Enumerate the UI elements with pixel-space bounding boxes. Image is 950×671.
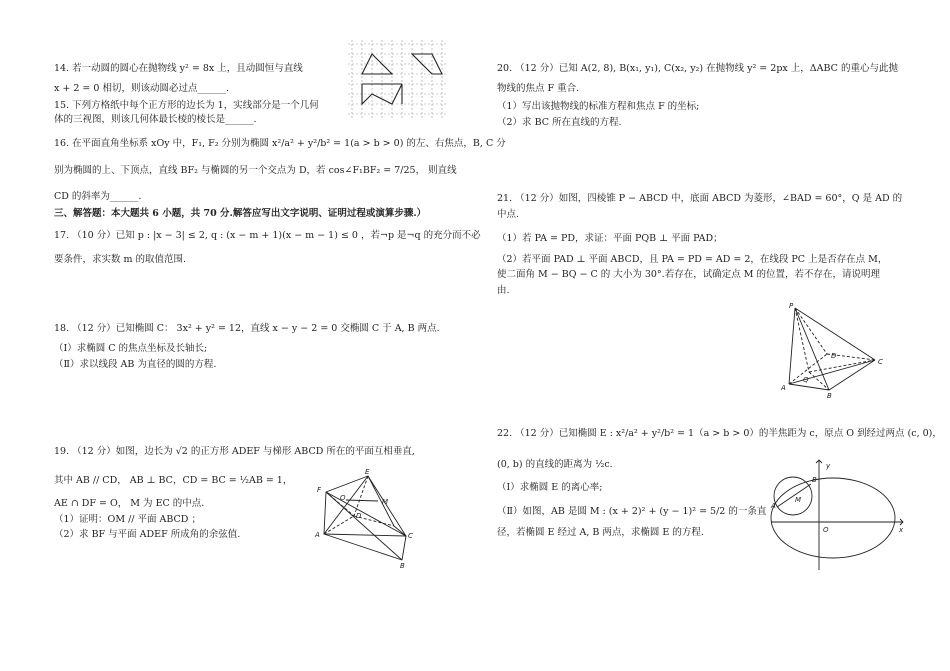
question-21-line2: 中点. [497, 209, 520, 220]
question-19-part2: （2）求 BF 与平面 ADEF 所成角的余弦值. [54, 529, 241, 540]
question-22-part1: （Ⅰ）求椭圆 E 的离心率; [497, 482, 603, 493]
question-20-line1: 20. （12 分）已知 A(2, 8), B(x₁, y₁), C(x₂, y₂) 在抛物线 y² = 2px 上，ΔABC 的重心与此抛 [497, 63, 898, 74]
question-18-line1: 18. （12 分）已知椭圆 C： 3x² + y² = 12，直线 x − y − 2 = 0 交椭圆 C 于 A, B 两点. [54, 323, 440, 334]
question-21-part2-line2: 使二面角 M − BQ − C 的 大小为 30°.若存在，试确定点 M 的位置，若不存在，请说明理 [497, 269, 880, 280]
question-22-line1: 22. （12 分）已知椭圆 E : x²/a² + y²/b² = 1（a > b > 0）的半焦距为 c，原点 O 到经过两点 (c, 0)， [497, 428, 942, 439]
section-3-heading: 三、解答题：本大题共 6 小题，共 70 分.解答应写出文字说明、证明过程或演算步骤.） [54, 208, 427, 219]
question-22-line2: (0, b) 的直线的距离为 ½c. [497, 459, 613, 470]
question-20-part2: （2）求 BC 所在直线的方程. [497, 117, 622, 128]
q22-label-A: A [771, 502, 776, 510]
q21-label-P: P [789, 302, 794, 310]
question-21-part1: （1）若 PA = PD，求证：平面 PQB ⊥ 平面 PAD； [497, 233, 723, 244]
question-19-line3: AE ∩ DF = O， M 为 EC 的中点. [54, 498, 205, 509]
q19-label-E: E [365, 468, 370, 476]
q21-pyramid-figure [781, 302, 891, 400]
q19-label-C: C [408, 532, 413, 540]
q21-label-Q: Q [803, 376, 809, 384]
question-17-line1: 17. （10 分）已知 p : |x − 3| ≤ 2, q : (x − m + 1)(x − m − 1) ≤ 0 ，若¬p 是¬q 的充分而不必 [54, 230, 481, 241]
question-16-line3: CD 的斜率为______. [54, 191, 142, 202]
q22-label-y: y [826, 462, 831, 470]
question-14-line2: x + 2 = 0 相切，则该动圆必过点______. [54, 83, 229, 94]
q22-label-O: O [823, 526, 829, 534]
question-18-part1: （Ⅰ）求椭圆 C 的焦点坐标及长轴长; [54, 343, 208, 354]
question-19-part1: （1）证明：OM // 平面 ABCD ； [54, 514, 201, 525]
q21-label-D: D [831, 352, 837, 360]
question-21-line1: 21. （12 分）如图，四棱锥 P − ABCD 中，底面 ABCD 为菱形，∠BAD = 60°，Q 是 AD 的 [497, 193, 903, 204]
question-19-line2: 其中 AB // CD， AB ⊥ BC，CD = BC = ½AB = 1， [54, 475, 293, 486]
q19-label-D: D [356, 512, 362, 520]
question-15-line2: 体的三视图，则该几何体最长棱的棱长是______. [54, 114, 257, 125]
q19-solid-figure [312, 468, 422, 568]
q19-label-O: O [340, 494, 346, 502]
right-column [475, 0, 950, 671]
q21-label-A: A [781, 384, 786, 392]
question-17-line2: 要条件，求实数 m 的取值范围. [54, 254, 187, 265]
question-20-line2: 物线的焦点 F 重合. [497, 83, 580, 94]
q19-label-B: B [400, 562, 405, 570]
question-19-line1: 19. （12 分）如图，边长为 √2 的正方形 ADEF 与梯形 ABCD 所在的平面互相垂直, [54, 446, 415, 457]
question-16-line1: 16. 在平面直角坐标系 xOy 中，F₁, F₂ 分别为椭圆 x²/a² + y²/b² = 1(a > b > 0) 的左、右焦点，B, C 分 [54, 138, 506, 149]
question-15-line1: 15. 下列方格纸中每个正方形的边长为 1，实线部分是一个几何 [54, 100, 319, 111]
question-14-line1: 14. 若一动圆的圆心在抛物线 y² = 8x 上，且动圆恒与直线 [54, 63, 303, 74]
question-16-line2: 别为椭圆的上、下顶点，直线 BF₂ 与椭圆的另一个交点为 D，若 cos∠F₁BF₂ = 7/25， 则直线 [54, 165, 457, 176]
three-view-grid-figure [348, 40, 448, 118]
q19-label-F: F [317, 486, 322, 494]
q22-label-B: B [812, 476, 817, 484]
q21-label-C: C [878, 358, 883, 366]
question-21-part2-line3: 由. [497, 285, 510, 296]
q22-ellipse-figure [771, 456, 907, 574]
q21-label-B: B [827, 392, 832, 400]
question-22-part2-line2: 径，若椭圆 E 经过 A, B 两点，求椭圆 E 的方程. [497, 527, 704, 538]
question-22-part2-line1: （Ⅱ）如图，AB 是圆 M : (x + 2)² + (y − 1)² = 5/2 的一条直 [497, 506, 767, 517]
q19-label-M: M [382, 498, 389, 506]
q22-label-M: M [795, 496, 802, 504]
question-20-part1: （1）写出该抛物线的标准方程和焦点 F 的坐标; [497, 101, 700, 112]
question-18-part2: （Ⅱ）求以线段 AB 为直径的圆的方程. [54, 359, 217, 370]
q22-label-x: x [899, 526, 904, 534]
question-21-part2-line1: （2）若平面 PAD ⊥ 平面 ABCD，且 PA = PD = AD = 2，在线段 PC 上是否存在点 M， [497, 254, 888, 265]
q19-label-A: A [315, 531, 320, 539]
